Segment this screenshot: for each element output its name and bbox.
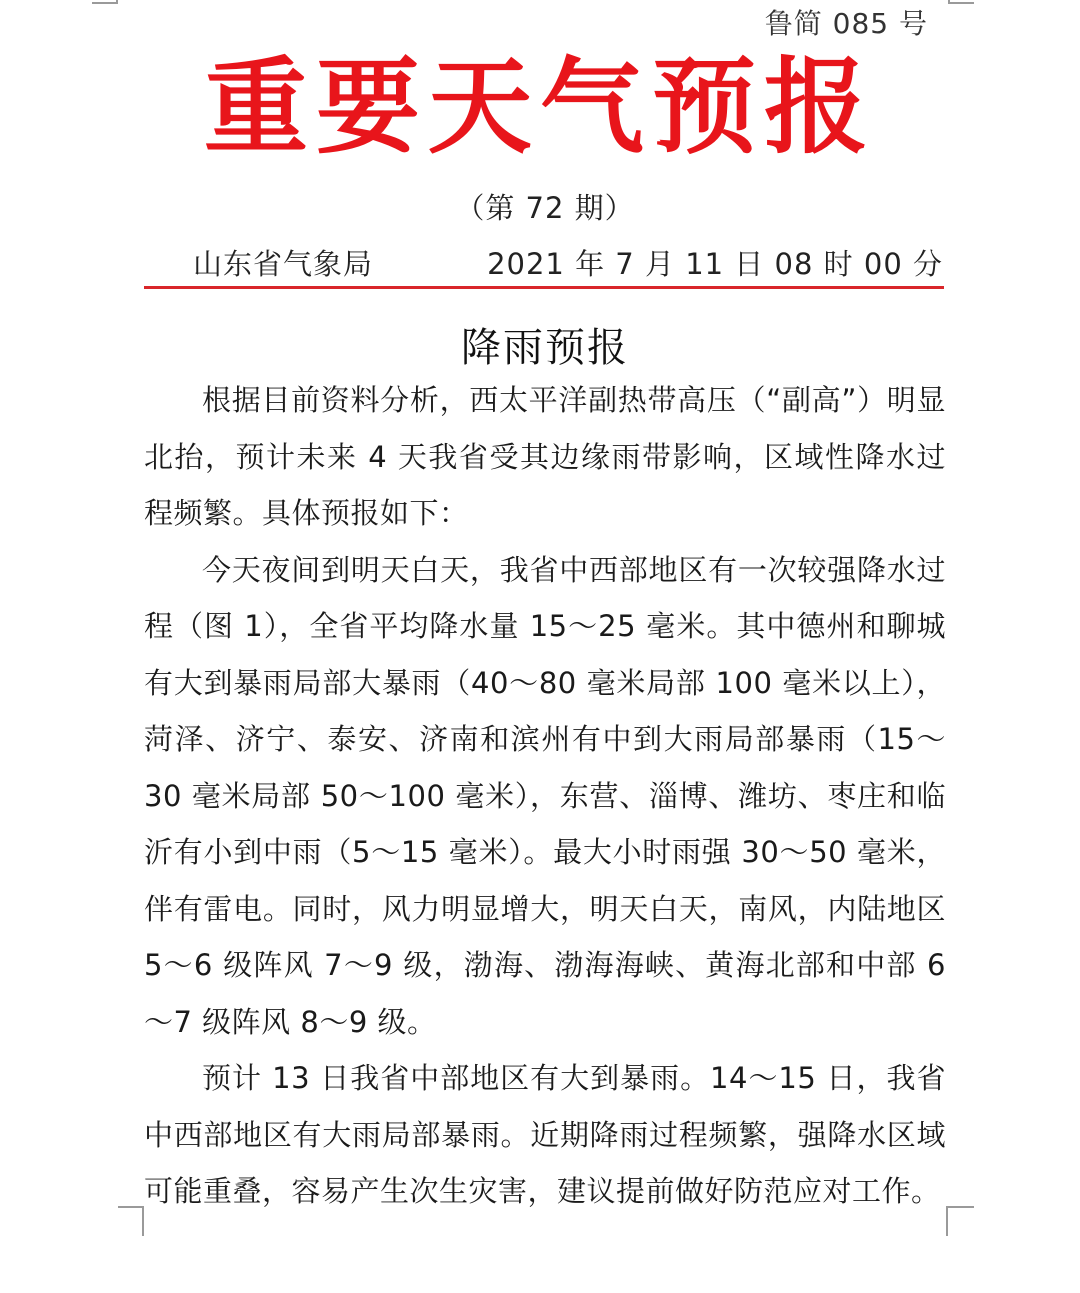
crop-mark-top-left	[92, 0, 118, 4]
header-meta-row	[193, 242, 943, 283]
document-title: 重要天气预报	[203, 46, 876, 168]
paragraph-outlook: 预计 13 日我省中部地区有大到暴雨。14～15 日，我省中西部地区有大雨局部暴雨。近期降雨过程频繁，强降水区域可能重叠，容易产生次生灾害，建议提前做好防范应对工作。	[144, 1061, 946, 1208]
red-divider-rule	[144, 286, 944, 289]
crop-mark-bottom-right	[946, 1206, 974, 1236]
issue-datetime: 2021 年 7 月 11 日 08 时 00 分	[487, 247, 943, 281]
forecast-body	[144, 372, 946, 1220]
section-title: 降雨预报	[461, 325, 629, 371]
issuer: 山东省气象局	[193, 247, 374, 281]
issue-number: （第 72 期）	[455, 191, 635, 225]
paragraph-forecast-detail: 今天夜间到明天白天，我省中西部地区有一次较强降水过程（图 1），全省平均降水量 15～25 毫米。其中德州和聊城有大到暴雨局部大暴雨（40～80 毫米局部 100 毫米以上），菏泽、济宁、泰安、济南和滨州有中到大雨局部暴雨（15～30 毫米局部 50～100 毫米），东营、淄博、潍坊、枣庄和临沂有小到中雨（5～15 毫米）。最大小时雨强 30～50 毫米，伴有雷电。同时，风力明显增大，明天白天，南风，内陆地区 5～6 级阵风 7～9 级，渤海、渤海海峡、黄海北部和中部 6～7 级阵风 8～9 级。	[144, 552, 946, 1039]
document-number: 鲁简 085 号	[764, 7, 928, 40]
crop-mark-bottom-left	[118, 1206, 144, 1236]
paragraph-intro: 根据目前资料分析，西太平洋副热带高压（“副高”）明显北抬，预计未来 4 天我省受其边缘雨带影响，区域性降水过程频繁。具体预报如下：	[144, 383, 946, 530]
crop-mark-top-right	[948, 0, 974, 4]
